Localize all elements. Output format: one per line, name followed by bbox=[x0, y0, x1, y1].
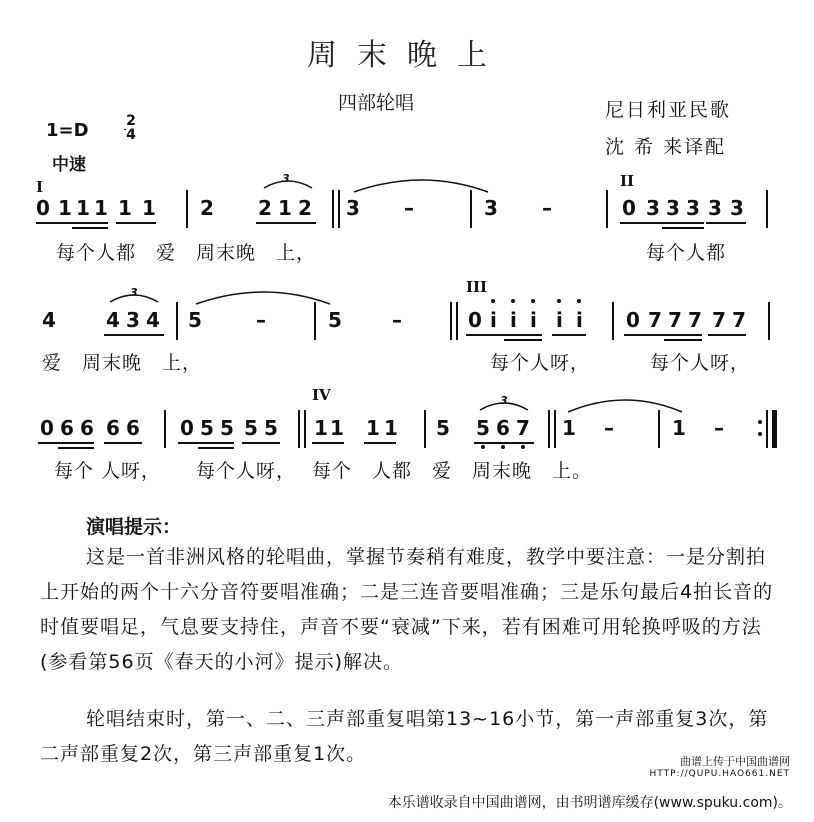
tie-arc bbox=[194, 286, 334, 306]
tips-paragraph-2: 轮唱结束时，第一、二、三声部重复唱第13~16小节，第一声部重复3次，第二声部重复2次，第三声部重复1次。 bbox=[40, 708, 769, 765]
triplet-bracket bbox=[262, 174, 314, 190]
source-footer: 本乐谱收录自中国曲谱网，由书明谱库缓存(www.spuku.com)。 bbox=[387, 795, 792, 811]
lyrics-row-3b: 每个人呀， bbox=[196, 460, 297, 482]
tie-arc bbox=[566, 394, 686, 414]
lyrics-row-2c: 每个人呀， bbox=[650, 352, 751, 374]
part-label-2: II bbox=[620, 172, 635, 190]
tips-paragraph-1: 这是一首非洲风格的轮唱曲，掌握节奏稍有难度，教学中要注意：一是分割拍上开始的两个十六分音符要唱准确；二是三连音要唱准确；三是乐句最后4拍长音的时值要唱足，气息要支持住，声音不要“衰减”下来，若有困难可用轮换呼吸的方法(参看第56页《春天的小河》提示)解决。 bbox=[40, 546, 774, 673]
watermark bbox=[650, 755, 790, 781]
part-label-4: IV bbox=[312, 386, 331, 404]
triplet-bracket bbox=[478, 396, 530, 412]
key-signature: 1=D bbox=[46, 120, 89, 141]
lyrics-row-2a: 爱 周末晚 上， bbox=[42, 352, 203, 374]
part-label-1: I bbox=[36, 178, 44, 196]
tempo-marking: 中速 bbox=[52, 155, 86, 175]
time-bottom: 4 bbox=[126, 127, 136, 143]
time-top: 2 bbox=[126, 113, 136, 129]
subtitle: 四部轮唱 bbox=[338, 92, 415, 114]
watermark-line-2: HTTP://QUPU.HAO661.NET bbox=[649, 769, 790, 779]
triplet-bracket bbox=[108, 288, 160, 304]
lyrics-row-3c: 每个 人都 爱 周末晚 上。 bbox=[312, 460, 593, 482]
lyrics-row-1a: 每个人都 爱 周末晚 上， bbox=[56, 242, 317, 264]
origin-credit: 尼日利亚民歌 bbox=[605, 99, 732, 121]
time-signature bbox=[124, 114, 138, 142]
watermark-line-1: 曲谱上传于中国曲谱网 bbox=[680, 755, 790, 768]
translator-credit: 沈 希 来译配 bbox=[605, 136, 727, 158]
song-title: 周末晚上 bbox=[307, 38, 507, 73]
lyrics-row-1b: 每个人都 bbox=[646, 242, 727, 264]
part-label-3: III bbox=[466, 278, 488, 296]
lyrics-row-3a: 每个 人呀， bbox=[54, 460, 162, 482]
lyrics-row-2b: 每个人呀， bbox=[490, 352, 591, 374]
tips-heading: 演唱提示： bbox=[86, 516, 182, 538]
